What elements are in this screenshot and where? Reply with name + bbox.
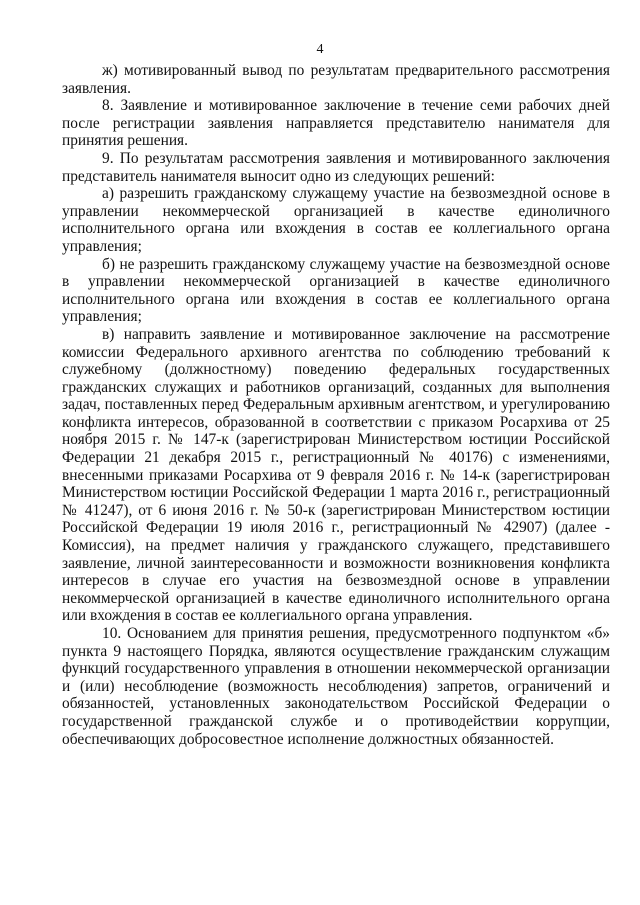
paragraph-9b: б) не разрешить гражданскому служащему участие на безвозмездной основе в управлении некоммерческой организацией в качестве единоличного исполнительного органа или вхождения в состав ее коллегиального органа управления; xyxy=(62,255,610,326)
paragraph-9v: в) направить заявление и мотивированное заключение на рассмотрение комиссии Федерального архивного агентства по соблюдению требований к служебному (должностному) поведению федеральных государственных гражданских служащих и работников организаций, созданных для выполнения задач, поставленных перед Федеральным архивным агентством, и урегулированию конфликта интересов, образованной в соответствии с приказом Росархива от 25 ноября 2015 г. № 147-к (зарегистрирован Министерством юстиции Российской Федерации 21 декабря 2015 г., регистрационный № 40176) с изменениями, внесенными приказами Росархива от 9 февраля 2016 г. № 14-к (зарегистрирован Министерством юстиции Российской Федерации 1 марта 2016 г., регистрационный № 41247), от 6 июня 2016 г. № 50-к (зарегистрирован Министерством юстиции Российской Федерации 19 июля 2016 г., регистрационный № 42907) (далее - Комиссия), на предмет наличия у гражданского служащего, представившего заявление, личной заинтересованности и возможности возникновения конфликта интересов в случае его участия на безвозмездной основе в управлении некоммерческой организацией в качестве единоличного исполнительного органа или вхождения в состав ее коллегиального органа управления. xyxy=(62,325,610,625)
paragraph-8: 8. Заявление и мотивированное заключение в течение семи рабочих дней после регистрации заявления направляется представителю нанимателя для принятия решения. xyxy=(62,97,610,150)
paragraph-9a: а) разрешить гражданскому служащему участие на безвозмездной основе в управлении некоммерческой организацией в качестве единоличного исполнительного органа или вхождения в состав ее коллегиального органа управления; xyxy=(62,185,610,255)
paragraph-7zh: ж) мотивированный вывод по результатам предварительного рассмотрения заявления. xyxy=(62,62,610,97)
page-number: 4 xyxy=(316,42,324,57)
document-body xyxy=(62,62,610,748)
paragraph-9: 9. По результатам рассмотрения заявления и мотивированного заключения представитель нанимателя выносит одно из следующих решений: xyxy=(62,149,610,185)
paragraph-10: 10. Основанием для принятия решения, предусмотренного подпунктом «б» пункта 9 настоящего Порядка, являются осуществление гражданским служащим функций государственного управления в отношении некоммерческой организации и (или) несоблюдение (возможность несоблюдения) запретов, ограничений и обязанностей, установленных законодательством Российской Федерации о государственной гражданской службе и о противодействии коррупции, обеспечивающих добросовестное исполнение должностных обязанностей. xyxy=(62,625,610,748)
